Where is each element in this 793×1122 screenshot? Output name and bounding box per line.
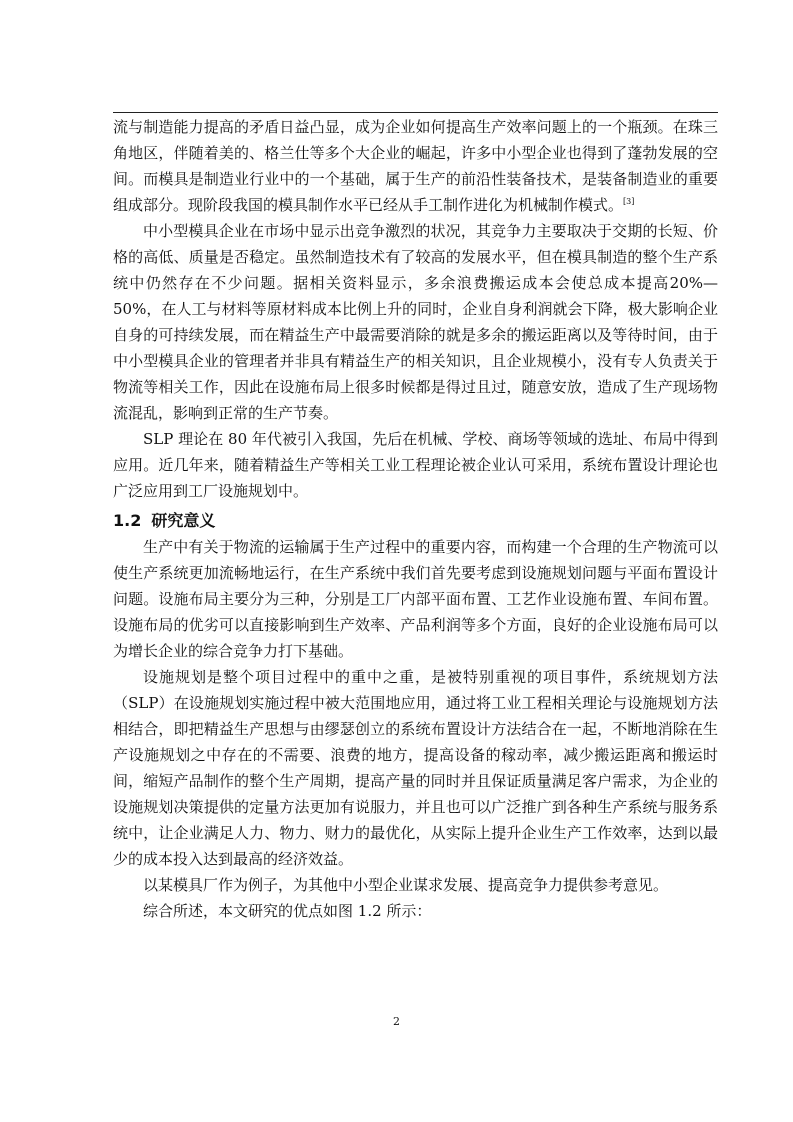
paragraph-slp-intro: SLP 理论在 80 年代被引入我国，先后在机械、学校、商场等领域的选址、布局中得到应用。近几年来，随着精益生产等相关工业工程理论被企业认可采用，系统布置设计理论也广泛应用到工厂设施规划中。 bbox=[113, 430, 718, 500]
section-heading bbox=[113, 508, 718, 534]
paragraph-logistics: 生产中有关于物流的运输属于生产过程中的重要内容，而构建一个合理的生产物流可以使生产系统更加流畅地运行，在生产系统中我们首先要考虑到设施规划问题与平面布置设计问题。设施布局主要分为三种，分别是工厂内部平面布置、工艺作业设施布置、车间布置。设施布局的优劣可以直接影响到生产效率、产品利润等多个方面，良好的企业设施布局可以为增长企业的综合竞争力打下基础。 bbox=[113, 538, 718, 660]
header-rule bbox=[113, 112, 718, 113]
paragraph-intro-continued bbox=[113, 114, 718, 218]
paragraph-example: 以某模具厂作为例子，为其他中小型企业谋求发展、提高竞争力提供参考意见。 bbox=[143, 876, 669, 894]
page-number: 2 bbox=[393, 1015, 400, 1028]
paragraph-facility-planning: 设施规划是整个项目过程中的重中之重，是被特别重视的项目事件，系统规划方法（SLP）在设施规划实施过程中被大范围地应用，通过将工业工程相关理论与设施规划方法相结合，即把精益生产思想与由缪瑟创立的系统布置设计方法结合在一起，不断地消除在生产设施规划之中存在的不需要、浪费的地方，提高设备的稼动率，减少搬运距离和搬运时间，缩短产品制作的整个生产周期，提高产量的同时并且保证质量满足客户需求，为企业的设施规划决策提供的定量方法更加有说服力，并且也可以广泛推广到各种生产系统与服务系统中，让企业满足人力、物力、财力的最优化，从实际上提升企业生产工作效率，达到以最少的成本投入达到最高的经济效益。 bbox=[113, 668, 718, 868]
paragraph-summary: 综合所述，本文研究的优点如图 1.2 所示： bbox=[143, 902, 432, 920]
section-number: 1.2 bbox=[113, 511, 142, 530]
document-body bbox=[113, 114, 718, 924]
section-title: 研究意义 bbox=[151, 511, 216, 530]
paragraph-mold-industry: 中小型模具企业在市场中显示出竞争激烈的状况，其竞争力主要取决于交期的长短、价格的高低、质量是否稳定。虽然制造技术有了较高的发展水平，但在模具制造的整个生产系统中仍然存在不少问题。据相关资料显示，多余浪费搬运成本会使总成本提高20%—50%，在人工与材料等原材料成本比例上升的同时，企业自身利润就会下降，极大影响企业自身的可持续发展，而在精益生产中最需要消除的就是多余的搬运距离以及等待时间，由于中小型模具企业的管理者并非具有精益生产的相关知识，且企业规模小，没有专人负责关于物流等相关工作，因此在设施布局上很多时候都是得过且过，随意安放，造成了生产现场物流混乱，影响到正常的生产节奏。 bbox=[113, 222, 718, 422]
citation-reference: [3] bbox=[623, 197, 635, 206]
paragraph-text: 流与制造能力提高的矛盾日益凸显，成为企业如何提高生产效率问题上的一个瓶颈。在珠三角地区，伴随着美的、格兰仕等多个大企业的崛起，许多中小型企业也得到了蓬勃发展的空间。而模具是制造业行业中的一个基础，属于生产的前沿性装备技术，是装备制造业的重要组成部分。现阶段我国的模具制作水平已经从手工制作进化为机械制作模式。 bbox=[113, 118, 718, 214]
